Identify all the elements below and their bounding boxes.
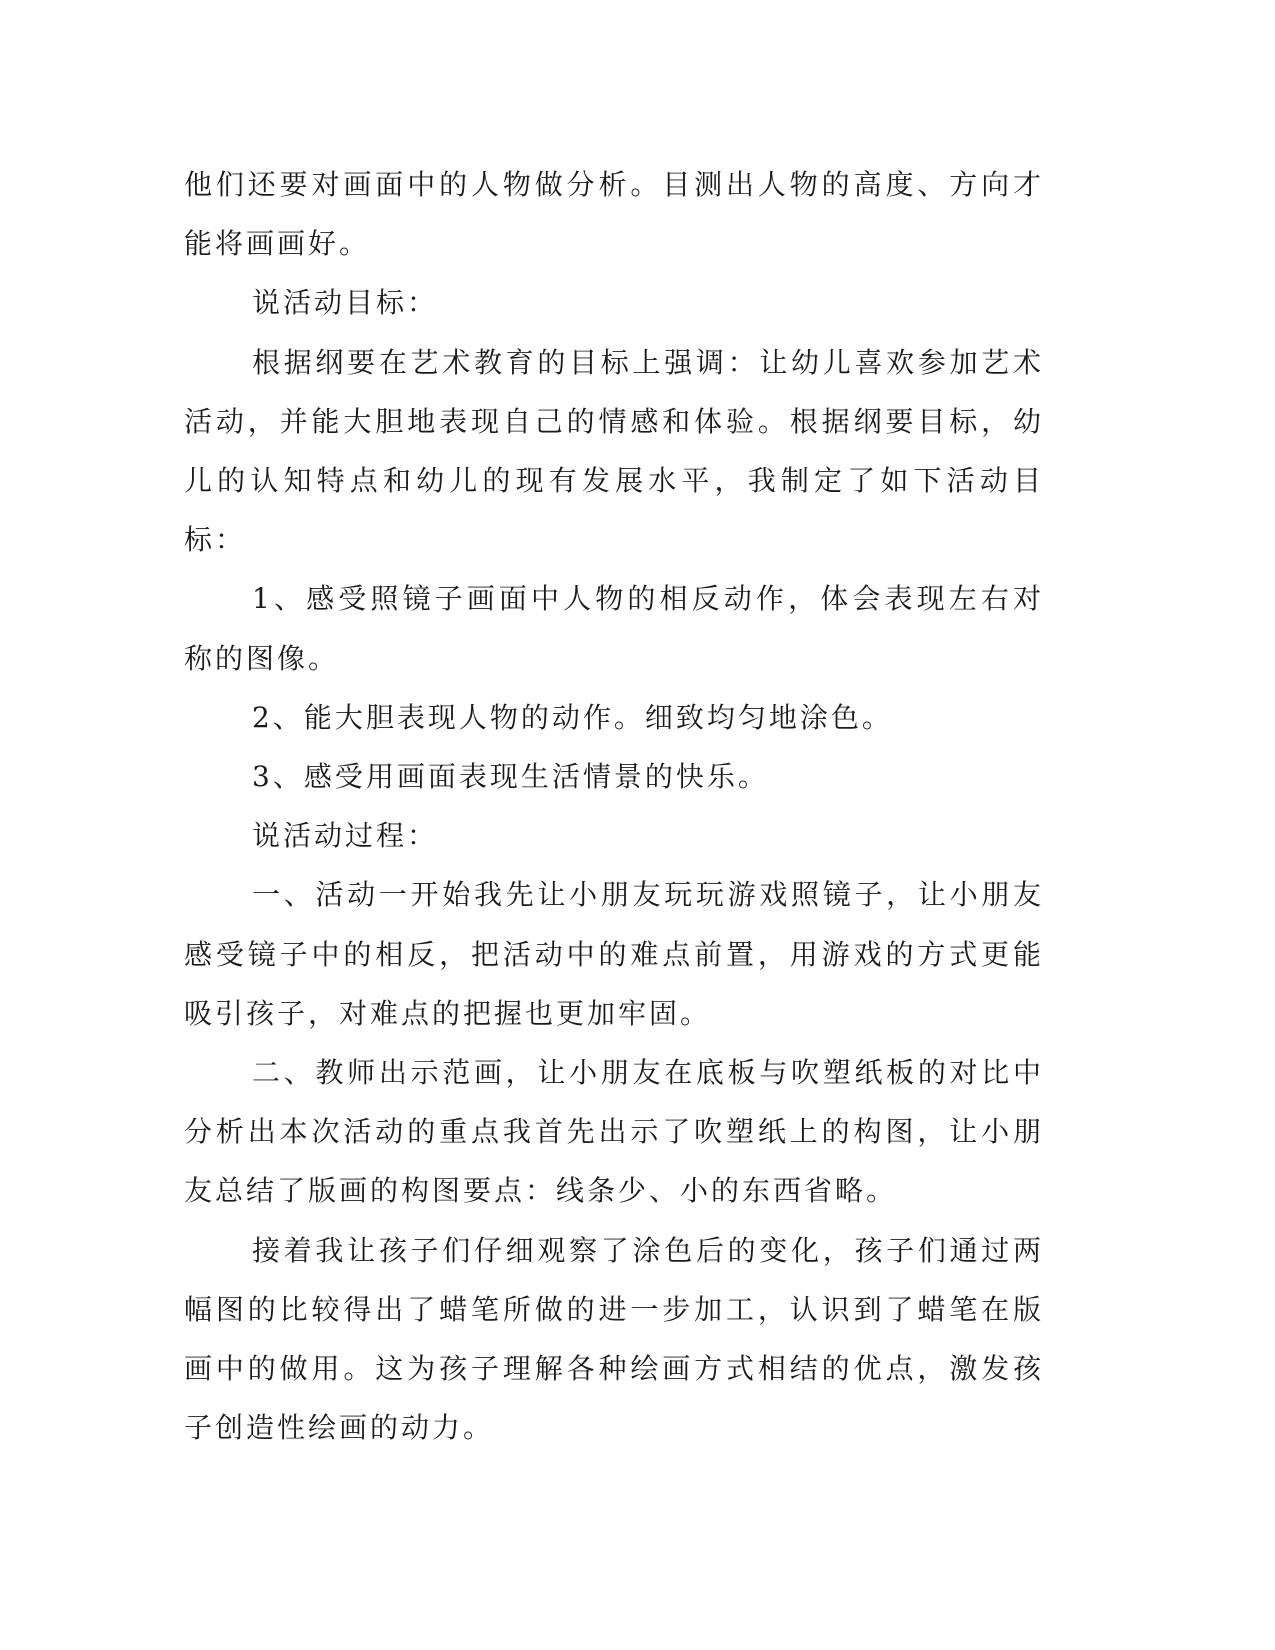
heading-activity-goals: 说活动目标： [252, 286, 439, 320]
process-step-2: 二、教师出示范画，让小朋友在底板与吹塑纸板的对比中分析出本次活动的重点我首先出示了吹塑纸上的构图，让小朋友总结了版画的构图要点：线条少、小的东西省略。 [184, 1056, 1044, 1208]
paragraph-process-followup: 接着我让孩子们仔细观察了涂色后的变化，孩子们通过两幅图的比较得出了蜡笔所做的进一步加工，认识到了蜡笔在版画中的做用。这为孩子理解各种绘画方式相结的优点，激发孩子创造性绘画的动力。 [184, 1233, 1044, 1445]
goal-item-1: 1、感受照镜子画面中人物的相反动作，体会表现左右对称的图像。 [184, 582, 1044, 675]
process-step-1: 一、活动一开始我先让小朋友玩玩游戏照镜子，让小朋友感受镜子中的相反，把活动中的难点前置，用游戏的方式更能吸引孩子，对难点的把握也更加牢固。 [184, 878, 1044, 1030]
heading-activity-process: 说活动过程： [252, 819, 439, 853]
paragraph-goals-basis: 根据纲要在艺术教育的目标上强调：让幼儿喜欢参加艺术活动，并能大胆地表现自己的情感和体验。根据纲要目标，幼儿的认知特点和幼儿的现有发展水平，我制定了如下活动目标： [184, 345, 1044, 557]
document-body [184, 155, 1044, 1457]
paragraph-continuation: 他们还要对画面中的人物做分析。目测出人物的高度、方向才能将画画好。 [184, 168, 1044, 261]
goal-item-3: 3、感受用画面表现生活情景的快乐。 [252, 760, 769, 794]
goal-item-2: 2、能大胆表现人物的动作。细致均匀地涂色。 [252, 700, 893, 734]
